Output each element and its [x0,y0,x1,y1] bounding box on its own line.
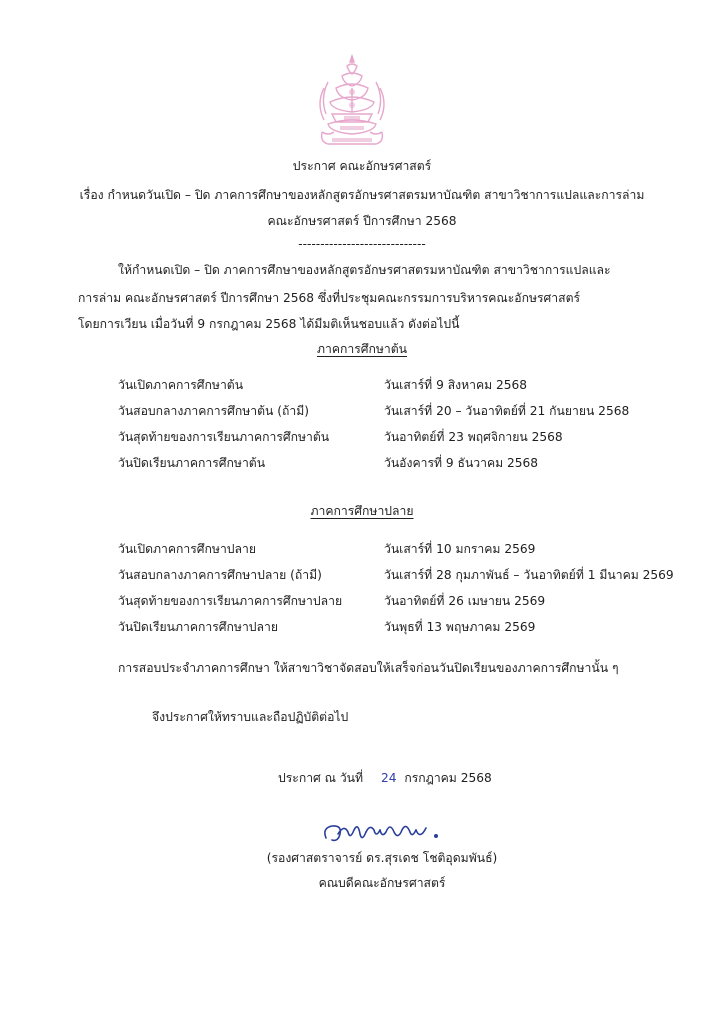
announce-date-day: 24 [380,771,397,785]
exam-note: การสอบประจำภาคการศึกษา ให้สาขาวิชาจัดสอบให้เสร็จก่อนวันปิดเรียนของภาคการศึกษานั้น ๆ [118,661,619,675]
issuer-title: ประกาศ คณะอักษรศาสตร์ [292,159,432,173]
signatory-name: (รองศาสตราจารย์ ดร.สุรเดช โชติอุดมพันธ์) [266,851,498,865]
semester1-row-date: วันเสาร์ที่ 20 – วันอาทิตย์ที่ 21 กันยายน 2568 [384,404,630,418]
announce-date [278,770,492,786]
signatory-position: คณบดีคณะอักษรศาสตร์ [318,876,446,890]
announce-date-rest: กรกฎาคม 2568 [404,771,492,785]
intro-line-2: การล่าม คณะอักษรศาสตร์ ปีการศึกษา 2568 ซึ่งที่ประชุมคณะกรรมการบริหารคณะอักษรศาสตร์ [78,291,581,305]
subject-line-1: เรื่อง กำหนดวันเปิด – ปิด ภาคการศึกษาของหลักสูตรอักษรศาสตรมหาบัณฑิต สาขาวิชาการแปลและการล่าม [79,188,645,202]
semester1-row-date: วันเสาร์ที่ 9 สิงหาคม 2568 [384,378,528,392]
semester1-row-label: วันเปิดภาคการศึกษาต้น [118,378,244,392]
intro-line-3: โดยการเวียน เมื่อวันที่ 9 กรกฎาคม 2568 ได้มีมติเห็นชอบแล้ว ดังต่อไปนี้ [78,317,460,331]
semester1-row-label: วันสอบกลางภาคการศึกษาต้น (ถ้ามี) [118,404,309,418]
handwritten-signature [318,816,448,852]
university-emblem-icon [314,52,390,150]
semester1-title: ภาคการศึกษาต้น [316,342,408,356]
semester2-row-date: วันอาทิตย์ที่ 26 เมษายน 2569 [384,594,546,608]
announce-date-prefix: ประกาศ ณ วันที่ [278,771,364,785]
semester2-row-label: วันเปิดภาคการศึกษาปลาย [118,542,256,556]
closing-statement: จึงประกาศให้ทราบและถือปฏิบัติต่อไป [152,710,349,724]
semester2-title: ภาคการศึกษาปลาย [310,504,414,518]
semester2-row-label: วันสุดท้ายของการเรียนภาคการศึกษาปลาย [118,594,343,608]
semester1-row-label: วันสุดท้ายของการเรียนภาคการศึกษาต้น [118,430,330,444]
semester2-row-date: วันเสาร์ที่ 10 มกราคม 2569 [384,542,536,556]
semester2-row-label: วันปิดเรียนภาคการศึกษาปลาย [118,620,278,634]
semester1-row-date: วันอังคารที่ 9 ธันวาคม 2568 [384,456,539,470]
header-divider: ----------------------------- [298,237,426,251]
intro-line-1: ให้กำหนดเปิด – ปิด ภาคการศึกษาของหลักสูตรอักษรศาสตรมหาบัณฑิต สาขาวิชาการแปลและ [118,263,611,277]
semester1-row-date: วันอาทิตย์ที่ 23 พฤศจิกายน 2568 [384,430,563,444]
subject-line-2: คณะอักษรศาสตร์ ปีการศึกษา 2568 [267,214,457,228]
semester2-row-label: วันสอบกลางภาคการศึกษาปลาย (ถ้ามี) [118,568,322,582]
semester2-row-date: วันพุธที่ 13 พฤษภาคม 2569 [384,620,536,634]
semester1-row-label: วันปิดเรียนภาคการศึกษาต้น [118,456,266,470]
semester2-row-date: วันเสาร์ที่ 28 กุมภาพันธ์ – วันอาทิตย์ที่ 1 มีนาคม 2569 [384,568,674,582]
